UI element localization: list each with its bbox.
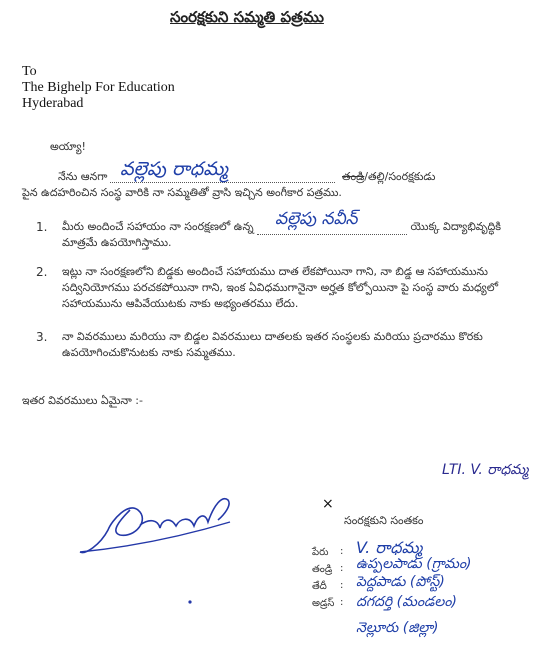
declaration-line2: పైన ఉదహరించిన సంస్థ వారికి నా సమ్మతితో వ్రాసి ఇచ్చిన అంగీకార పత్రము. bbox=[22, 186, 342, 199]
item-2-line3: సహాయమును ఆపివేయుటకు నాకు అభ్యంతరము లేదు. bbox=[62, 297, 299, 310]
item-1-text-after: యొక్క విద్యాభివృద్ధికి bbox=[410, 220, 502, 233]
page-title: సంరక్షకుని సమ్మతి పత్రము bbox=[170, 8, 324, 26]
guardian-signature-label: సంరక్షకుని సంతకం bbox=[344, 514, 424, 527]
child-name-handwritten: వల్లెపు నవీన్ bbox=[275, 209, 358, 229]
item-2-line1: ఇట్లు నా సంరక్షణలోని బిడ్డకు అందించే సహాయము దాత లేకపోయినా గాని, నా బిడ్డ ఆ సహాయమును bbox=[62, 265, 488, 278]
date-label: తేదీ bbox=[312, 581, 327, 592]
date-value: పెద్దపాడు (పోస్ట్) bbox=[356, 574, 445, 590]
item-2-number: 2. bbox=[36, 265, 48, 279]
name-value: V. రాధమ్మ bbox=[356, 538, 423, 557]
lti-handwritten: LTI. V. రాధమ్మ bbox=[442, 462, 529, 478]
declaration-prefix: నేను ఆనగా bbox=[58, 170, 108, 183]
salutation: అయ్యా! bbox=[50, 140, 86, 153]
address-org: The Bighelp For Education bbox=[22, 80, 175, 95]
father-colon: : bbox=[340, 563, 344, 574]
item-1-number: 1. bbox=[36, 220, 48, 234]
address-to: To bbox=[22, 64, 37, 79]
name-label: పేరు bbox=[312, 547, 329, 558]
item-3-line1: నా వివరములు మరియు నా బిడ్డల వివరములు దాతలకు ఇతర సంస్థలకు మరియు ప్రచారము కొరకు bbox=[62, 330, 483, 343]
item-1-text-before: మీరు అందించే సహాయం నా సంరక్షణలో ఉన్న bbox=[62, 220, 254, 233]
relation-struck: తండ్రి bbox=[342, 170, 365, 183]
other-details: ఇతర వివరములు ఏమైనా :- bbox=[22, 394, 143, 407]
address-label: అడ్రస్ bbox=[312, 598, 335, 609]
signature-x-mark: × bbox=[322, 496, 334, 512]
item-3-line2: ఉపయోగించుకొనుటకు నాకు సమ్మతము. bbox=[62, 346, 236, 359]
address-city: Hyderabad bbox=[22, 96, 84, 111]
guardian-name-handwritten: వల్లెపు రాధమ్మ bbox=[120, 158, 228, 180]
item-1-line2: మాత్రమే ఉపయోగిస్తాము. bbox=[62, 236, 172, 249]
name-colon: : bbox=[340, 546, 344, 557]
date-colon: : bbox=[340, 580, 344, 591]
relation-options-rest: /తల్లి/సంరక్షకుడు bbox=[364, 170, 436, 183]
address-value-1: దగదర్తి (మండలం) bbox=[356, 594, 457, 610]
father-label: తండ్రి bbox=[312, 564, 333, 575]
father-value: ఉప్పలపాడు (గ్రామం) bbox=[356, 556, 472, 572]
item-3-number: 3. bbox=[36, 330, 48, 344]
address-value-2: నెల్లూరు (జిల్లా) bbox=[356, 620, 439, 636]
address-colon: : bbox=[340, 597, 344, 608]
item-2-line2: సద్వినియోగము పరచకపోయినా గాని, ఇంక ఏవిధముగానైనా అర్హత కోల్పోయినా పై సంస్థ వారు మధ్యలో bbox=[62, 281, 499, 294]
